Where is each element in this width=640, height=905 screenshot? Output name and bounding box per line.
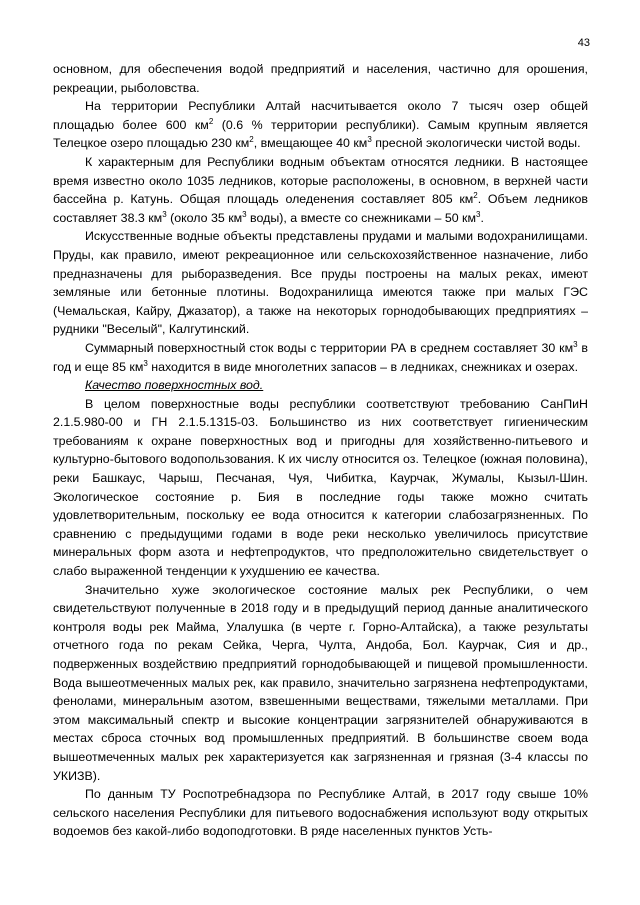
- text-segment: Суммарный поверхностный сток воды с территории РА в среднем составляет 30 км: [85, 340, 574, 355]
- text-segment: находится в виде многолетних запасов – в ледниках, снежниках и озерах.: [147, 359, 579, 374]
- superscript-exponent: 3: [162, 209, 167, 219]
- text-segment: , вмещающее 40 км: [253, 136, 368, 151]
- text-segment: К характерным для Республики водным объектам относятся ледники. В настоящее время известно около 1035 ледников, которые расположены, в основном, в верхней части бассейна р. Катунь. Общая площадь оледенения составляет 805 км: [53, 154, 588, 207]
- superscript-exponent: 2: [473, 191, 478, 201]
- superscript-exponent: 2: [208, 116, 214, 126]
- text-segment: воды), а вместе со снежниками – 50 км: [246, 210, 476, 225]
- paragraph-small-rivers: [53, 581, 588, 786]
- paragraph-rospotrebnadzor-data: [53, 785, 588, 841]
- superscript-exponent: 2: [249, 135, 254, 145]
- superscript-exponent: 3: [367, 135, 372, 145]
- page-number: 43: [577, 37, 590, 49]
- document-body: [53, 60, 588, 841]
- paragraph-intro-continuation: [53, 60, 588, 97]
- text-segment: Качество поверхностных вод.: [85, 378, 264, 393]
- superscript-exponent: 3: [143, 358, 148, 368]
- superscript-exponent: 3: [476, 209, 481, 219]
- text-segment: На территории Республики Алтай насчитывается около 7 тысяч озер общей площадью более 600 км: [53, 99, 588, 132]
- superscript-exponent: 3: [242, 209, 247, 219]
- paragraph-artificial-water-bodies: [53, 227, 588, 339]
- text-segment: основном, для обеспечения водой предприятий и населения, частично для орошения, рекреации, рыболовства.: [53, 62, 588, 95]
- text-segment: (около 35 км: [166, 210, 243, 225]
- text-segment: пресной экологически чистой воды.: [371, 136, 581, 151]
- paragraph-glaciers: [53, 153, 588, 227]
- paragraph-surface-runoff: [53, 339, 588, 376]
- text-segment: Значительно хуже экологическое состояние малых рек Республики, о чем свидетельствуют полученные в 2018 году и в предыдущий период данные аналитического контроля воды рек Майма, Улалушка (в черте г. Горно-Алтайска), а также результаты отчетного года по рекам Сейка, Черга, Чулта, Андоба, Бол. Каурчак, Сия и др., подверженных воздействию предприятий горнодобывающей и пищевой промышленности. Вода вышеотмеченных малых рек, как правило, значительно загрязнена нефтепродуктами, фенолами, минеральным азотом, взвешенными веществами, тяжелыми металлами. При этом максимальный спектр и высокие концентрации загрязнителей обнаруживаются в местах сброса сточных вод промышленных предприятий. В большинстве своем вода вышеотмеченных малых рек характеризуется как загрязненная и грязная (3-4 классы по УКИЗВ).: [53, 582, 588, 783]
- section-heading-surface-water-quality: [53, 376, 588, 395]
- text-segment: По данным ТУ Роспотребнадзора по Республике Алтай, в 2017 году свыше 10% сельского населения Республики для питьевого водоснабжения используют воду открытых водоемов без какой-либо водоподготовки. В ряде населенных пунктов Усть-: [53, 787, 588, 839]
- superscript-exponent: 3: [573, 339, 578, 349]
- text-segment: . Объем ледников составляет 38.3 км: [53, 192, 588, 225]
- text-segment: Искусственные водные объекты представлены прудами и малыми водохранилищами. Пруды, как правило, имеют рекреационное или сельскохозяйственное назначение, либо предназначены для рыборазведения. Все пруды построены на малых реках, имеют земляные или бетонные плотины. Водохранилища имеются также при малых ГЭС (Чемальская, Кайру, Джазатор), а также на некоторых горнодобывающих предприятиях – рудники "Веселый", Калгутинский.: [53, 229, 588, 337]
- paragraph-water-quality-general: [53, 395, 588, 581]
- paragraph-lakes: [53, 97, 588, 153]
- text-segment: в год и еще 85 км: [53, 340, 588, 374]
- text-segment: .: [480, 210, 484, 225]
- text-segment: В целом поверхностные воды республики соответствуют требованию СанПиН 2.1.5.980-00 и ГН 2.1.5.1315-03. Большинство из них соответствует гигиеническим требованиям к охране поверхностных вод и пригодны для хозяйственно-питьевого и культурно-бытового водопользования. К их числу относится оз. Телецкое (южная половина), реки Башкаус, Чарыш, Песчаная, Чуя, Чибитка, Каурчак, Жумалы, Кызыл-Шин. Экологическое состояние р. Бия в последние годы также можно считать удовлетворительным, поскольку ее вода относится к категории слабозагрязненных. По сравнению с предыдущими годами в воде реки несколько увеличилось присутствие минеральных форм азота и нефтепродуктов, что предположительно свидетельствует о слабо выраженной тенденции к ухудшению ее качества.: [53, 396, 588, 579]
- text-segment: (0.6 % территории республики). Самым крупным является Телецкое озеро площадью 230 км: [53, 117, 589, 151]
